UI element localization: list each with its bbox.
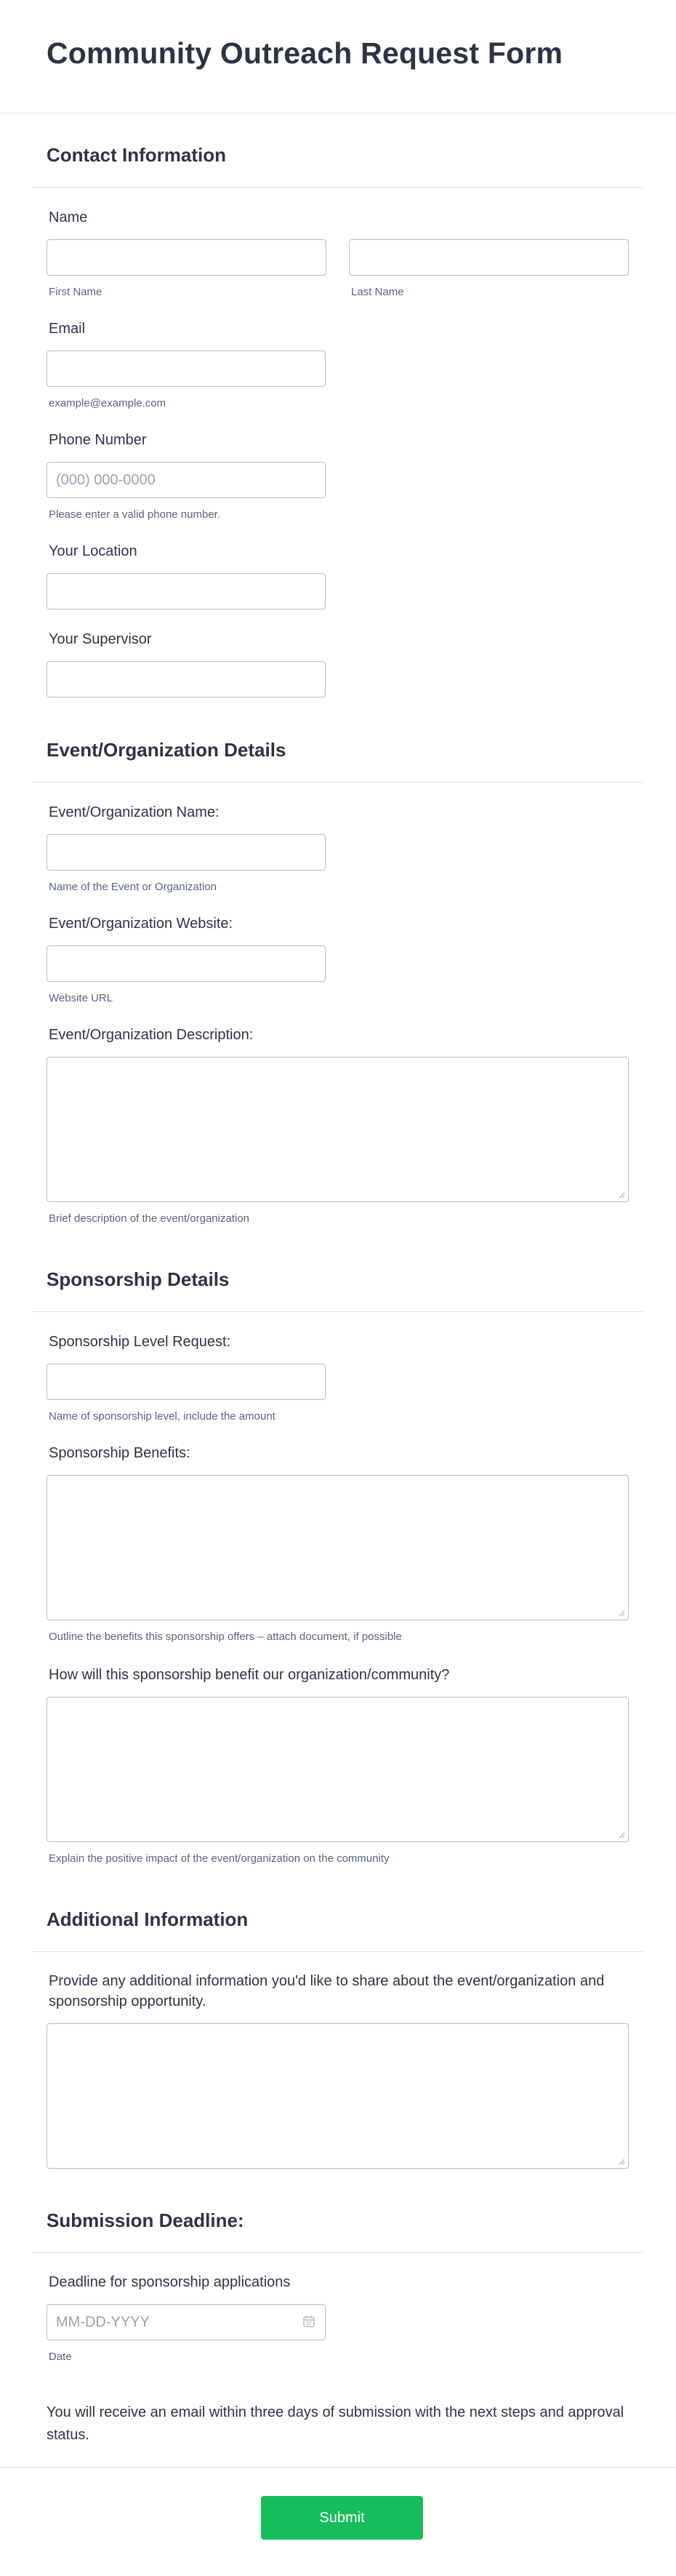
sponsor-benefits-field [47, 1443, 629, 1643]
resize-grip-icon[interactable] [618, 1831, 625, 1839]
form-title: Community Outreach Request Form [47, 36, 563, 70]
sponsor-level-input[interactable] [47, 1364, 326, 1400]
org-description-textarea[interactable] [47, 1057, 629, 1202]
section-title: Submission Deadline: [47, 2209, 244, 2231]
submit-button[interactable]: Submit [261, 2496, 423, 2540]
org-website-label: Event/Organization Website: [49, 916, 233, 932]
resize-grip-icon[interactable] [618, 1609, 625, 1617]
deadline-sublabel: Date [49, 2351, 72, 2363]
supervisor-field [47, 629, 326, 697]
additional-info-field [47, 1971, 643, 2169]
email-sublabel: example@example.com [49, 397, 166, 409]
section-title: Additional Information [47, 1908, 249, 1930]
form-header [0, 0, 676, 113]
additional-info-label: Provide any additional information you'd like to share about the event/organization and sponsorship opportunity. [49, 1973, 605, 2009]
deadline-field [47, 2272, 326, 2363]
email-field [47, 319, 326, 409]
date-picker [47, 2304, 326, 2340]
sponsor-level-sublabel: Name of sponsorship level, include the amount [49, 1410, 275, 1423]
email-input[interactable] [47, 351, 326, 387]
section-sponsorship [32, 1268, 644, 1312]
location-input[interactable] [47, 573, 326, 609]
location-label: Your Location [49, 543, 137, 559]
community-benefit-label: How will this sponsorship benefit our organization/community? [49, 1667, 450, 1683]
section-additional [32, 1908, 644, 1952]
submission-notice: You will receive an email within three days of submission with the next steps and approval status. [47, 2404, 624, 2443]
deadline-label: Deadline for sponsorship applications [49, 2274, 291, 2290]
org-name-sublabel: Name of the Event or Organization [49, 881, 217, 893]
phone-label: Phone Number [49, 432, 147, 448]
section-contact [32, 144, 644, 188]
org-name-input[interactable] [47, 834, 326, 871]
org-name-label: Event/Organization Name: [49, 804, 220, 820]
org-website-field [47, 913, 326, 1004]
resize-grip-icon[interactable] [618, 2158, 625, 2165]
section-title: Contact Information [47, 144, 226, 166]
community-benefit-textarea[interactable] [47, 1697, 629, 1842]
deadline-date-input[interactable] [47, 2304, 326, 2340]
supervisor-input[interactable] [47, 661, 326, 697]
sponsor-benefits-sublabel: Outline the benefits this sponsorship offers – attach document, if possible [49, 1631, 402, 1643]
form-footer [0, 2467, 676, 2576]
calendar-icon[interactable] [302, 2315, 315, 2328]
sponsor-level-label: Sponsorship Level Request: [49, 1334, 231, 1350]
sponsor-benefits-label: Sponsorship Benefits: [49, 1445, 190, 1461]
org-description-sublabel: Brief description of the event/organization [49, 1212, 249, 1225]
location-field [47, 541, 326, 609]
name-label: Name [49, 209, 88, 225]
section-title: Sponsorship Details [47, 1268, 230, 1290]
phone-input[interactable] [47, 462, 326, 498]
last-name-sublabel: Last Name [351, 286, 404, 298]
additional-info-textarea[interactable] [47, 2023, 629, 2169]
sponsor-level-field [47, 1332, 326, 1423]
email-label: Email [49, 321, 86, 337]
community-benefit-field [47, 1665, 629, 1865]
phone-sublabel: Please enter a valid phone number. [49, 508, 220, 521]
org-name-field [47, 802, 326, 893]
org-website-input[interactable] [47, 945, 326, 982]
first-name-input[interactable] [47, 239, 326, 276]
section-deadline [32, 2209, 644, 2253]
community-benefit-sublabel: Explain the positive impact of the event/organization on the community [49, 1852, 390, 1865]
section-title: Event/Organization Details [47, 739, 286, 761]
org-description-label: Event/Organization Description: [49, 1027, 254, 1043]
phone-field [47, 430, 326, 521]
sponsor-benefits-textarea[interactable] [47, 1475, 629, 1620]
section-event [32, 739, 644, 783]
supervisor-label: Your Supervisor [49, 631, 152, 647]
name-field [47, 207, 629, 298]
org-description-field [47, 1025, 629, 1225]
last-name-input[interactable] [349, 239, 629, 276]
org-website-sublabel: Website URL [49, 992, 113, 1004]
resize-grip-icon[interactable] [618, 1191, 625, 1199]
first-name-sublabel: First Name [49, 286, 102, 298]
